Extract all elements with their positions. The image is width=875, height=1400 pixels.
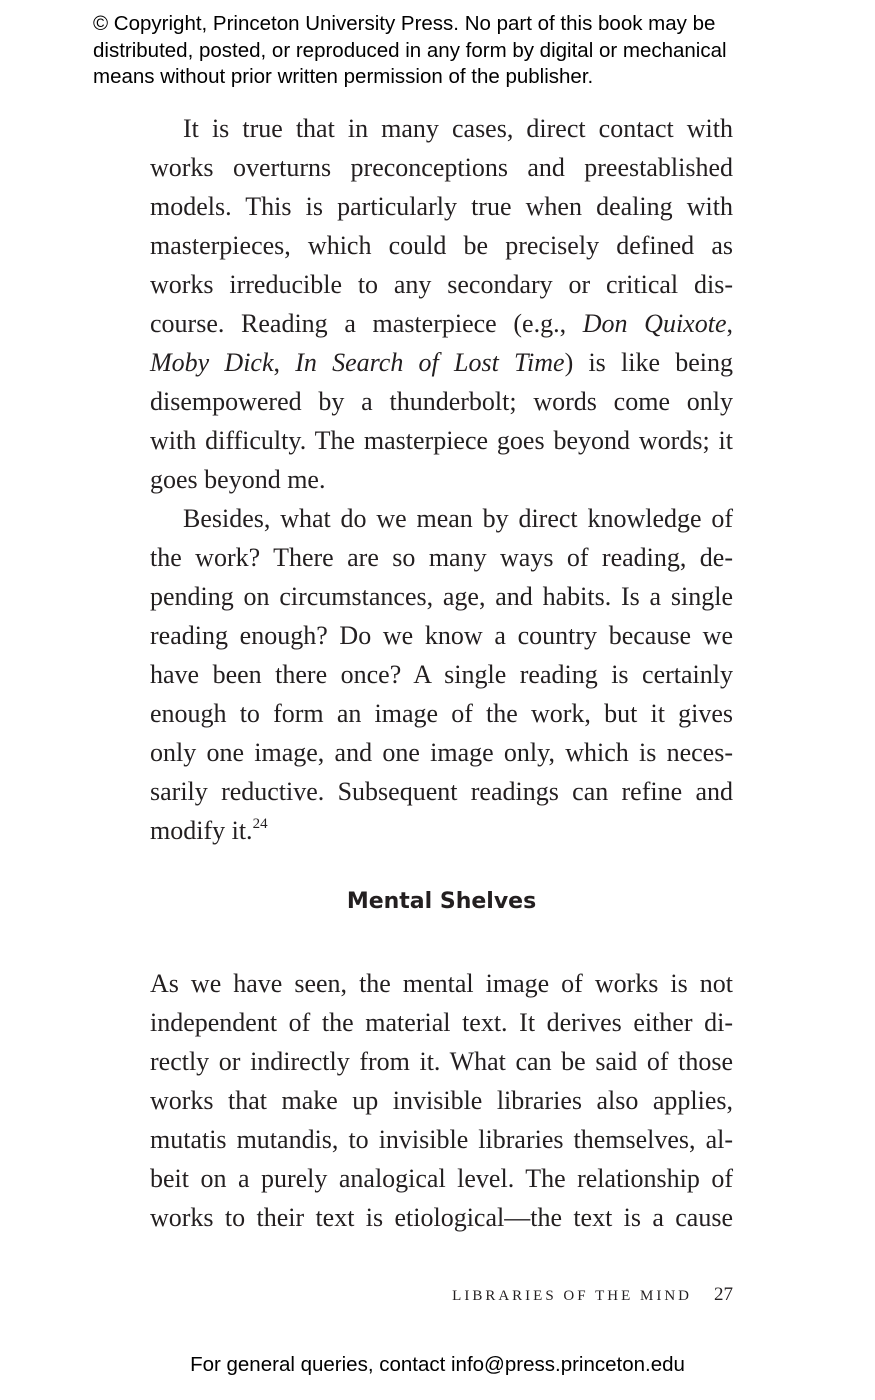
text-line (150, 1081, 733, 1120)
text-run: the work? There are so many ways of reading, de- (150, 543, 733, 572)
copyright-line: means without prior written permission of the publisher. (93, 65, 594, 88)
text-run: , (726, 309, 733, 338)
text-run: beit on a purely analogical level. The relationship of (150, 1164, 733, 1193)
text-run: independent of the material text. It derives either di- (150, 1008, 733, 1037)
text-line (150, 304, 733, 343)
text-line (150, 577, 733, 616)
text-run: goes beyond me. (150, 465, 326, 494)
section-heading: Mental Shelves (346, 889, 537, 914)
text-run: pending on circumstances, age, and habits. Is a single (150, 582, 733, 611)
text-line (150, 1120, 733, 1159)
text-run: with difficulty. The masterpiece goes beyond words; it (150, 426, 733, 455)
running-footer (452, 1284, 733, 1306)
text-line (150, 382, 733, 421)
text-line (150, 1003, 733, 1042)
text-run: sarily reductive. Subsequent readings can refine and (150, 777, 733, 806)
text-run: , (273, 348, 296, 377)
text-run: As we have seen, the mental image of works is not (150, 969, 733, 998)
text-run: modify it. (150, 816, 253, 845)
text-line (150, 538, 733, 577)
text-line (150, 811, 733, 850)
copyright-line: distributed, posted, or reproduced in any form by digital or mechanical (93, 38, 727, 62)
copyright-line: © Copyright, Princeton University Press. No part of this book may be (93, 12, 716, 35)
text-run: have been there once? A single reading is certainly (150, 660, 733, 689)
text-line (150, 733, 733, 772)
text-line (150, 421, 733, 460)
text-run: course. Reading a masterpiece (e.g., (150, 309, 583, 338)
text-run: mutatis mutandis, to invisible libraries themselves, al- (150, 1125, 733, 1154)
text-run: models. This is particularly true when dealing with (150, 192, 733, 221)
contact-notice: For general queries, contact info@press.princeton.edu (190, 1353, 685, 1376)
text-line (150, 226, 733, 265)
text-line (150, 964, 733, 1003)
text-line (150, 187, 733, 226)
text-line (183, 109, 733, 148)
text-run: only one image, and one image only, which is neces- (150, 738, 733, 767)
text-run: works overturns preconceptions and preestablished (150, 153, 733, 182)
text-run: Besides, what do we mean by direct knowledge of (183, 504, 733, 533)
text-line (150, 265, 733, 304)
text-line (183, 499, 733, 538)
text-line (150, 772, 733, 811)
text-line (150, 343, 733, 382)
italic-title: Moby Dick (150, 348, 274, 377)
text-run: It is true that in many cases, direct contact with (183, 114, 733, 143)
italic-title: Don Quixote (582, 309, 727, 338)
text-run: enough to form an image of the work, but it gives (150, 699, 733, 728)
text-run: works to their text is etiological—the text is a cause (150, 1203, 733, 1232)
text-line (150, 655, 733, 694)
text-run: works irreducible to any secondary or critical dis- (150, 270, 733, 299)
text-line (150, 1159, 733, 1198)
footnote-ref: 24 (252, 816, 268, 832)
copyright-notice (93, 11, 833, 91)
text-run: rectly or indirectly from it. What can be said of those (150, 1047, 733, 1076)
text-line (150, 148, 733, 187)
text-line (150, 616, 733, 655)
page-number: 27 (714, 1284, 733, 1305)
text-line (150, 1042, 733, 1081)
text-run: disempowered by a thunderbolt; words come only (150, 387, 733, 416)
text-run: reading enough? Do we know a country because we (150, 621, 733, 650)
text-run: works that make up invisible libraries also applies, (150, 1086, 733, 1115)
text-line (150, 694, 733, 733)
running-head: LIBRARIES OF THE MIND (452, 1288, 692, 1304)
text-line (150, 460, 733, 499)
text-run: ) is like being (564, 348, 733, 377)
italic-title: In Search of Lost Time (295, 348, 565, 377)
text-run: masterpieces, which could be precisely defined as (150, 231, 733, 260)
text-line (150, 1198, 733, 1237)
